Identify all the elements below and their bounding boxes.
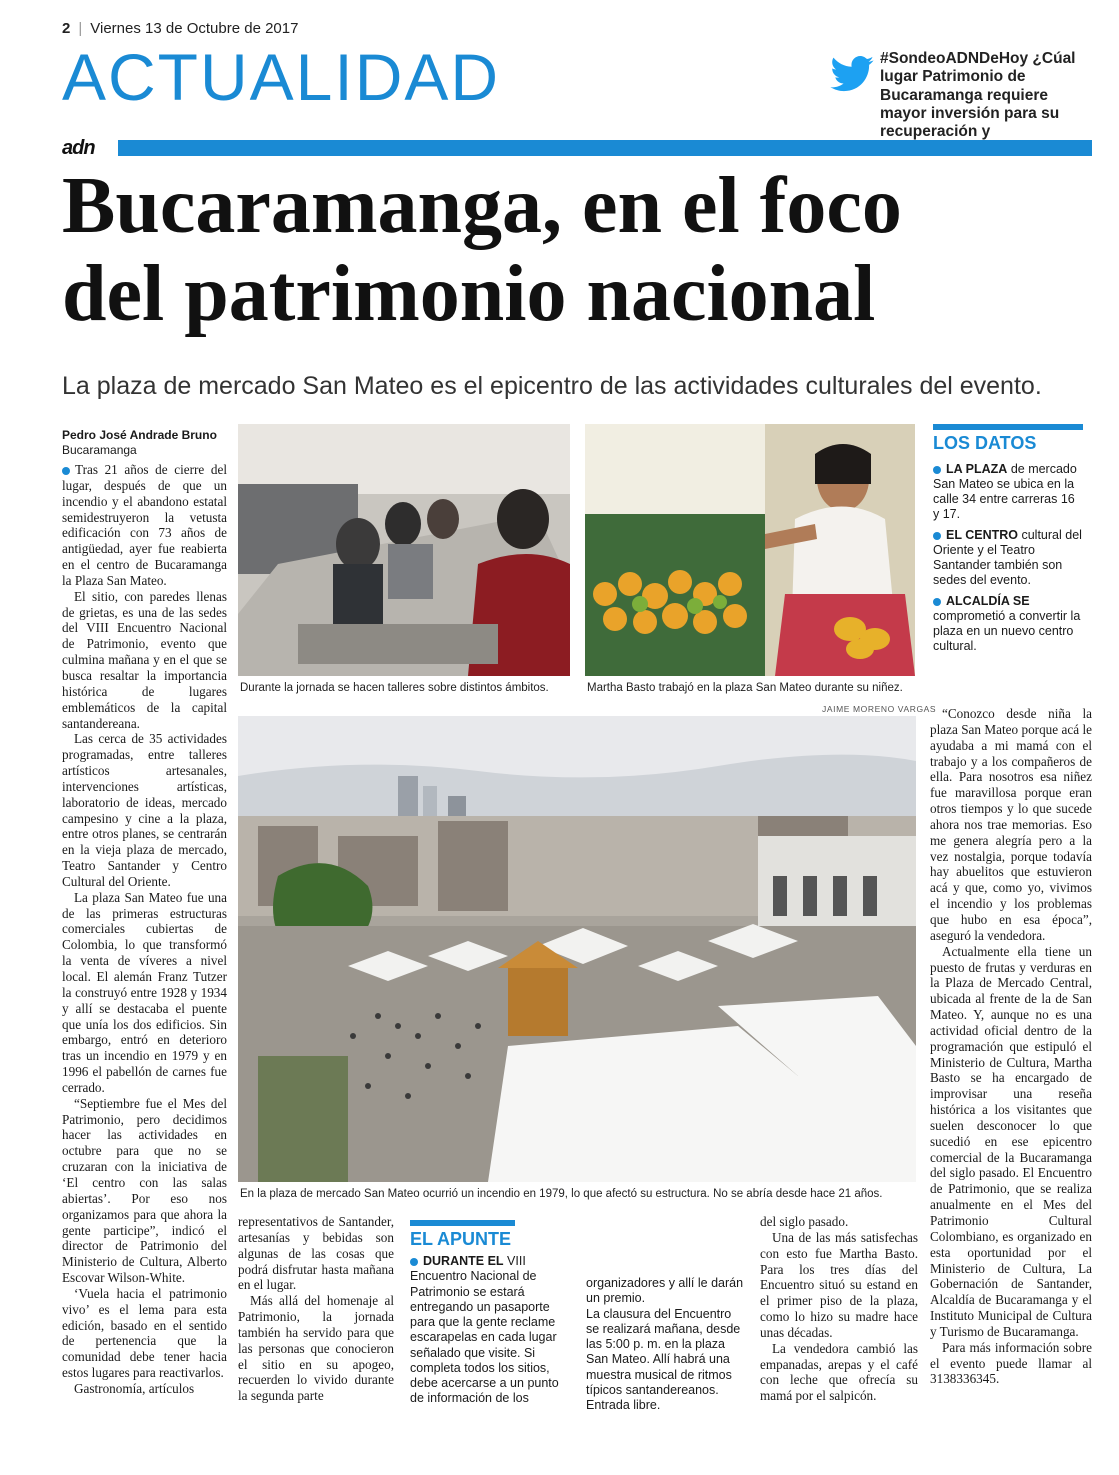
article-column-4: del siglo pasado. Una de las más satisfechas con esto fue Martha Basto. Para los tres días del Encuentro situó su estand en el primer piso de la plaza, como lo hizo su madre hace unas décadas. La vendedora cambió las empanadas, arepas y el café con leche que ofrecía su mamá por el salpicón. bbox=[760, 1214, 918, 1404]
datos-item: LA PLAZA de mercado San Mateo se ubica en la calle 34 entre carreras 16 y 17. bbox=[933, 462, 1077, 521]
los-datos-title: LOS DATOS bbox=[933, 424, 1083, 454]
headline-line-1: Bucaramanga, en el foco bbox=[62, 162, 902, 250]
twitter-bird-icon bbox=[830, 56, 874, 92]
section-title: ACTUALIDAD bbox=[62, 40, 501, 114]
subheadline: La plaza de mercado San Mateo es el epicentro de las actividades culturales del evento. bbox=[62, 372, 1042, 400]
bullet-icon bbox=[933, 598, 941, 606]
datos-item: ALCALDÍA SE comprometió a convertir la plaza en un nuevo centro cultural. bbox=[933, 594, 1081, 653]
brand-rule bbox=[118, 140, 1092, 156]
page-header: 2 | Viernes 13 de Octubre de 2017 bbox=[62, 20, 299, 37]
byline bbox=[62, 428, 217, 458]
bullet-icon bbox=[933, 466, 941, 474]
bullet-icon bbox=[410, 1258, 418, 1266]
caption-vendor: Martha Basto trabajó en la plaza San Mateo durante su niñez. bbox=[587, 682, 903, 694]
poll-question: #SondeoADNDeHoy ¿Cúal lugar Patrimonio de Bucaramanga requiere mayor inversión para su recuperación y bbox=[880, 50, 1076, 141]
caption-workshop: Durante la jornada se hacen talleres sobre distintos ámbitos. bbox=[240, 682, 549, 694]
datos-item: EL CENTRO cultural del Oriente y el Teatro Santander también son sedes del evento. bbox=[933, 528, 1082, 587]
photo-plaza bbox=[238, 716, 916, 1182]
headline-line-2: del patrimonio nacional bbox=[62, 250, 876, 338]
photo-vendor bbox=[585, 424, 915, 676]
headline bbox=[62, 162, 1102, 338]
caption-plaza: En la plaza de mercado San Mateo ocurrió un incendio en 1979, lo que afectó su estructura. No se abría desde hace 21 años. bbox=[240, 1188, 883, 1200]
plaza-aerial-image bbox=[238, 716, 916, 1182]
el-apunte-box bbox=[410, 1220, 750, 1424]
issue-date: Viernes 13 de Octubre de 2017 bbox=[90, 20, 299, 37]
el-apunte-title: EL APUNTE bbox=[410, 1220, 515, 1250]
bullet-icon bbox=[62, 467, 70, 475]
page-number: 2 bbox=[62, 20, 71, 37]
photo-workshop bbox=[238, 424, 570, 676]
author-name: Pedro José Andrade Bruno bbox=[62, 428, 217, 442]
los-datos-box bbox=[933, 424, 1083, 660]
apunte-text-a: DURANTE EL VIII Encuentro Nacional de Patrimonio se estará entregando un pasaporte para que la gente reclame escarapelas en cada lugar señalado que visite. Si completa todos los sitios, debe acercarse a un punto de información de los bbox=[410, 1254, 559, 1406]
article-column-5: “Conozco desde niña la plaza San Mateo porque acá le ayudaba a mi mamá con el trabajo y a los compañeros de ella. Para nosotros esa niñez fue maravillosa porque eran otros tiempos y lo que sucede ahora nos trae memorias. Eso me genera alegría pero a la vez nostalgia, porque todavía hay abuelitos que estuvieron acá y que, como yo, vivimos el incendio y los problemas que hubo en esa época”, aseguró la vendedora. Actualmente ella tiene un puesto de frutas y verduras en la Plaza de Mercado Central, ubicada al frente de la de San Mateo. Y, aunque no es una actividad oficial dentro de la programación que estipuló el Ministerio de Cultura, Martha Basto se ha encargado de improvisar una reseña histórica a los visitantes que suelen desconocer lo que sucedió en ese epicentro comercial de la Bucaramanga del siglo pasado. El Encuentro de Patrimonio, que se realiza anualmente en el Mes del Patrimonio Cultural Colombiano, es organizado en esta oportunidad por el Ministerio de Cultura, La Gobernación de Santander, Alcaldía de Bucaramanga y el Instituto Municipal de Cultura y Turismo de Bucaramanga. Para más información sobre el evento puede llamar al 3138336345. bbox=[930, 706, 1092, 1387]
workshop-image bbox=[238, 424, 570, 676]
brand-bar bbox=[62, 138, 1092, 158]
vendor-image bbox=[585, 424, 915, 676]
apunte-text-b: organizadores y allí le darán un premio. La clausura del Encuentro se realizará mañana, desde las 5:00 p. m. en la plaza San Mateo. Allí habrá una muestra musical de ritmos típicos santandereanos. Entrada libre. bbox=[586, 1276, 744, 1412]
adn-logo: adn bbox=[62, 137, 95, 159]
article-column-1: Tras 21 años de cierre del lugar, después de que un incendio y el abandono estatal semidestruyeron la vetusta edificación con 73 años de antigüedad, ayer fue reabierta en el centro de Bucaramanga la Plaza San Mateo. El sitio, con paredes llenas de grietas, es una de las sedes del VIII Encuentro Nacional de Patrimonio, evento que culmina mañana y en el que se busca resaltar la importancia histórica de lugares emblemáticos de la capital santandereana. Las cerca de 35 actividades programadas, entre talleres artísticos artesanales, intervenciones artísticas, laboratorio de ideas, mercado campesino y cine a la plaza, entre otros planes, se centrarán en la vieja plaza de mercado, Teatro Santander y Centro Cultural del Oriente. La plaza San Mateo fue una de las primeras estructuras comerciales cubiertas de Colombia, lo que transformó la venta de víveres a nivel local. El alemán Franz Tutzer la construyó entre 1928 y 1934 y allí se destacaba el puente que unía los dos edificios. Sin embargo, entró en deterioro tras un incendio en 1979 y en 1996 el pabellón de carnes fue cerrado. “Septiembre fue el Mes del Patrimonio, pero decidimos hacer las actividades en octubre para que no se cruzaran con la iniciativa de ‘El centro con las salas abiertas’. Por eso nos organizamos para que ahora la gente participe”, indicó el director de Patrimonio del Ministerio de Cultura, Alberto Escovar Wilson-White. ‘Vuela hacia el patrimonio vivo’ es el lema para esta edición, basado en el sentido de pertenencia que la comunidad debe tener hacia estos lugares para reactivarlos. Gastronomía, artículos bbox=[62, 462, 227, 1396]
photo-credit: JAIME MORENO VARGAS bbox=[822, 704, 937, 714]
bullet-icon bbox=[933, 532, 941, 540]
article-column-2: representativos de Santander, artesanías y bebidas son algunas de las cosas que podrá disfrutar hasta mañana en el lugar. Más allá del homenaje al Patrimonio, la jornada también ha servido para que las personas que conocieron el sitio en su apogeo, recuerden lo vivido durante la segunda parte bbox=[238, 1214, 394, 1404]
author-location: Bucaramanga bbox=[62, 443, 137, 457]
